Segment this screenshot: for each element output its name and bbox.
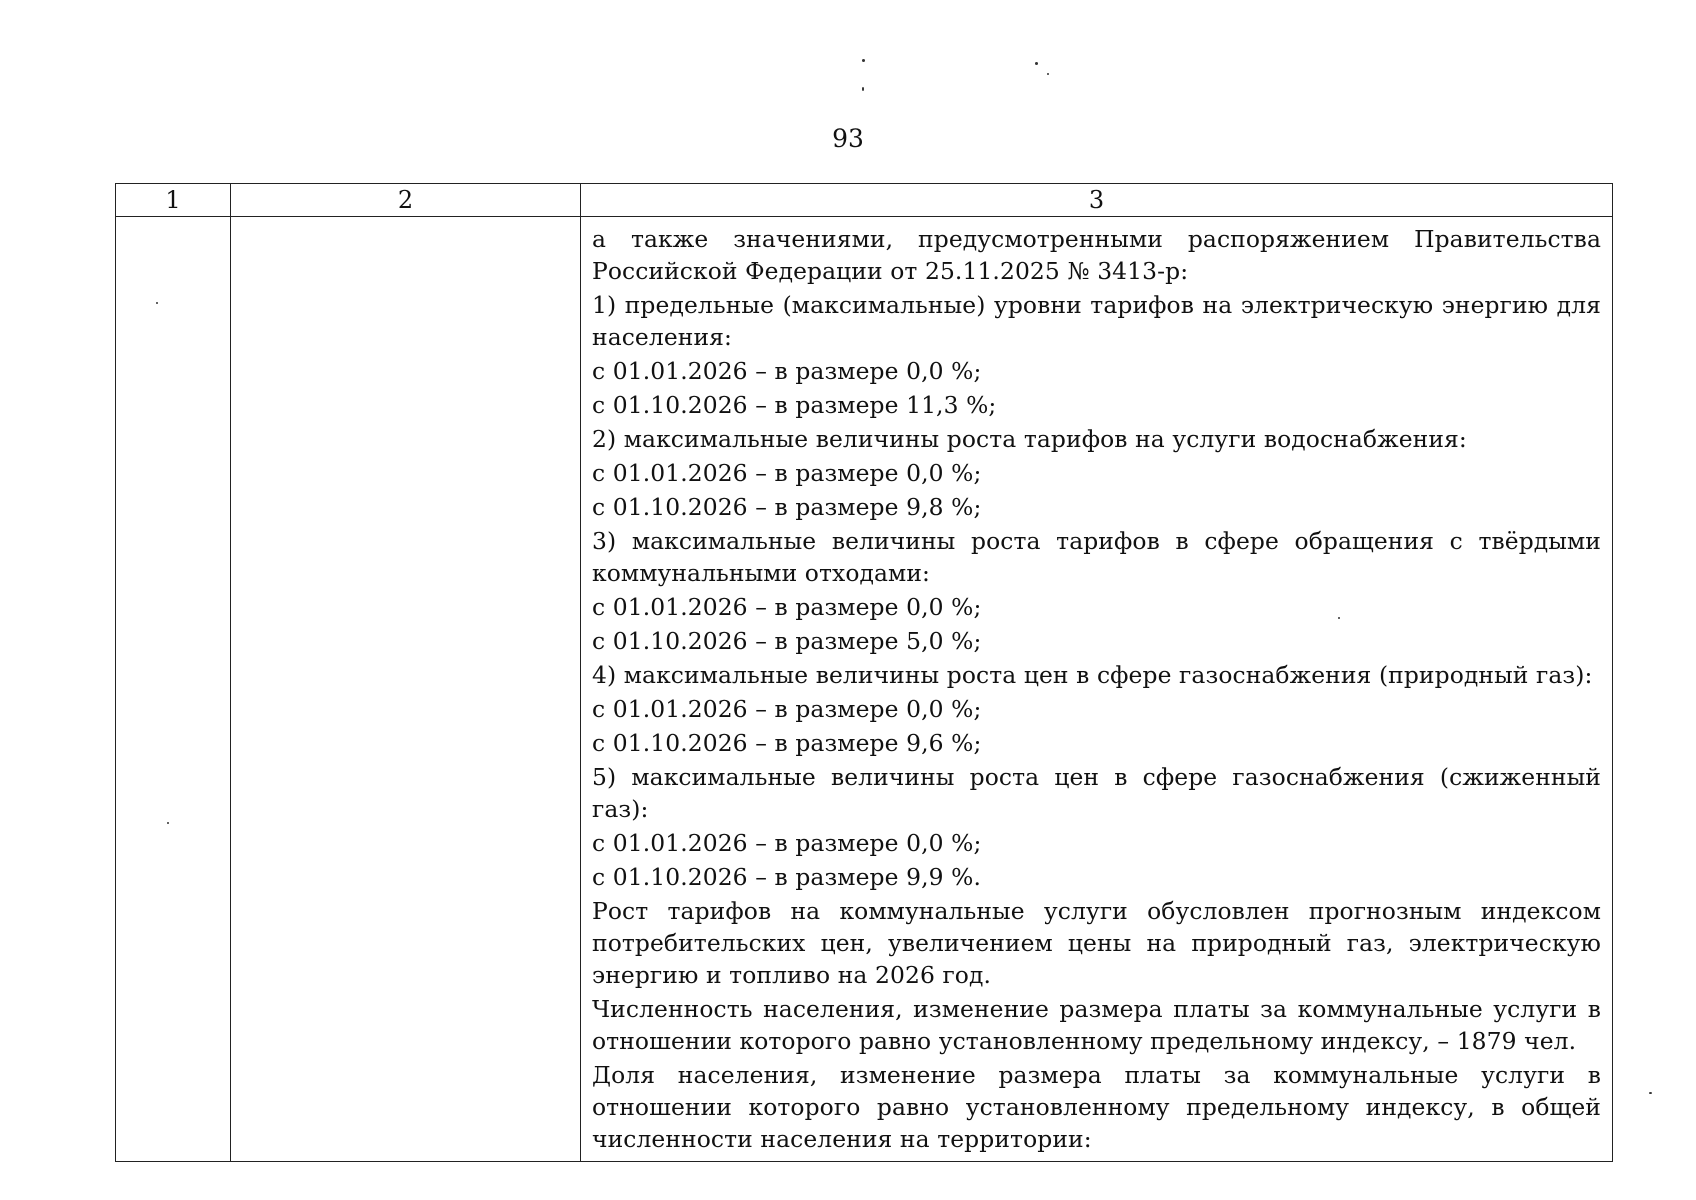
paragraph: Рост тарифов на коммунальные услуги обусловлен прогнозным индексом потребительских цен, увеличением цены на природный газ, электрическую энергию и топливо на 2026 год. xyxy=(592,897,1601,989)
paragraph: Численность населения, изменение размера платы за коммунальные услуги в отношении которого равно установленному предельному индексу, – 1879 чел. xyxy=(592,995,1601,1055)
column-header-1: 1 xyxy=(116,184,231,217)
column-header-2: 2 xyxy=(231,184,581,217)
paragraph: 1) предельные (максимальные) уровни тарифов на электрическую энергию для населения: xyxy=(592,291,1601,351)
table-row xyxy=(116,217,1613,1162)
table-header-row xyxy=(116,184,1613,217)
scan-speck xyxy=(1047,73,1049,75)
scan-speck xyxy=(862,59,865,62)
paragraph: 2) максимальные величины роста тарифов на услуги водоснабжения: xyxy=(592,425,1467,453)
paragraph: 3) максимальные величины роста тарифов в сфере обращения с твёрдыми коммунальными отходами: xyxy=(592,527,1601,587)
cell-content xyxy=(592,223,1601,1155)
paragraph: с 01.10.2026 – в размере 9,9 %. xyxy=(592,863,981,891)
paragraph: с 01.10.2026 – в размере 11,3 %; xyxy=(592,391,997,419)
paragraph: с 01.10.2026 – в размере 9,6 %; xyxy=(592,729,982,757)
column-header-3: 3 xyxy=(581,184,1613,217)
scan-speck xyxy=(1035,62,1038,65)
paragraph: с 01.01.2026 – в размере 0,0 %; xyxy=(592,459,982,487)
paragraph: с 01.01.2026 – в размере 0,0 %; xyxy=(592,357,982,385)
paragraph: с 01.01.2026 – в размере 0,0 %; xyxy=(592,829,982,857)
paragraph: с 01.01.2026 – в размере 0,0 %; xyxy=(592,695,982,723)
paragraph: а также значениями, предусмотренными распоряжением Правительства Российской Федерации от 25.11.2025 № 3413-р: xyxy=(592,225,1601,285)
paragraph: 4) максимальные величины роста цен в сфере газоснабжения (природный газ): xyxy=(592,661,1593,689)
paragraph: с 01.01.2026 – в размере 0,0 %; xyxy=(592,593,982,621)
cell-column-3 xyxy=(581,217,1613,1162)
scan-speck xyxy=(862,87,864,91)
paragraph: 5) максимальные величины роста цен в сфере газоснабжения (сжиженный газ): xyxy=(592,763,1601,823)
scan-speck xyxy=(1649,1092,1652,1094)
document-table xyxy=(115,183,1613,1162)
paragraph: Доля населения, изменение размера платы за коммунальные услуги в отношении которого равно установленному предельному индексу, в общей численности населения на территории: xyxy=(592,1061,1601,1153)
cell-column-1 xyxy=(116,217,231,1162)
cell-column-2 xyxy=(231,217,581,1162)
page-number: 93 xyxy=(832,124,864,153)
paragraph: с 01.10.2026 – в размере 9,8 %; xyxy=(592,493,982,521)
paragraph: с 01.10.2026 – в размере 5,0 %; xyxy=(592,627,982,655)
